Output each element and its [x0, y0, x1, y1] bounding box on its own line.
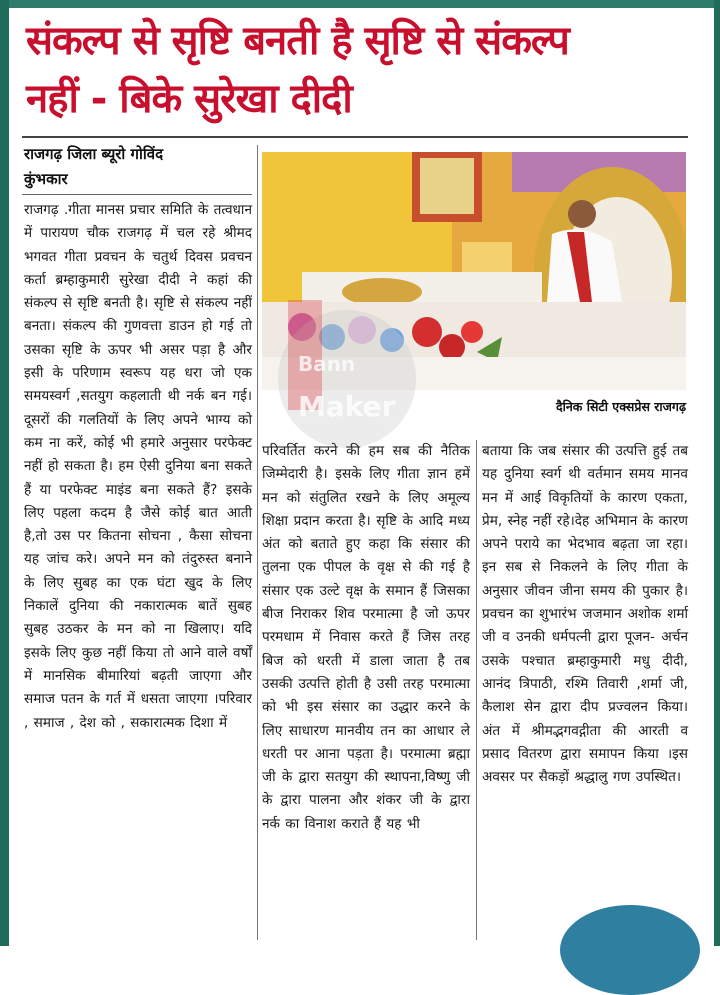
corner-decoration — [560, 905, 700, 995]
article-column-2: परिवर्तित करने की हम सब की नैतिक जिम्मेदारी है। इसके लिए गीता ज्ञान हमें मन को संतुलित रखने के लिए अमूल्य शिक्षा प्रदान करता है। सृष्टि के आदि मध्य अंत को बताते हुए कहा कि संसार की तुलना एक पीपल के वृक्ष से की गई है संसार एक उल्टे वृक्ष के समान हैं जिसका बीज निराकर शिव परमात्मा है जो ऊपर परमधाम में निवास करते हैं जिस तरह बिज को धरती में डाला जाता है तब उसकी उत्पत्ति होती है उसी तरह परमात्मा को भी इस संसार का उद्धार करने के लिए साधारण मानवीय तन का आधार ले धरती पर आना पड़ता है। परमात्मा ब्रह्मा जी के द्वारा सतयुग की स्थापना,विष्णु जी के द्वारा पालना और शंकर जी के द्वारा नर्क का विनाश कराते हैं यह भी — [262, 443, 470, 832]
watermark-text-1: Bann — [298, 352, 356, 376]
column-divider-1 — [257, 145, 258, 940]
article-column-1: राजगढ़ .गीता मानस प्रचार समिति के तत्वधान में पारायण चौक राजगढ़ में चल रहे श्रीमद भगवत गीता प्रवचन के चतुर्थ दिवस प्रवचन कर्ता ब्रम्हाकुमारी सुरेखा दीदी ने कहां की संकल्प से सृष्टि बनती है। सृष्टि से संकल्प नहीं बनता। संकल्प की गुणवत्ता डाउन हो गई तो उसका सृष्टि के ऊपर भी असर पड़ा है और इसी के परिणाम स्वरूप यह धरा जो एक समयस्वर्ग ,सतयुग कहलाती थी नर्क बन गई। दूसरों की गलतियों के लिए अपने भाग्य को कम ना करें, कोई भी हमारे अनुसार परफेक्ट नहीं हो सकता है। हम ऐसी दुनिया बना सकते हैं या परफेक्ट माइंड बना सकते हैं? इसके लिए पहला कदम है जैसे कोई बात आती है,तो उस पर कितना सोचना , कैसा सोचना यह जांच करे। अपने मन को तंदुरुस्त बनाने के लिए सुबह का एक घंटा खुद के लिए निकालें दुनिया की नकारात्मक बातें सुबह सुबह उठकर के मन को ना खिलाए। यदि इसके लिए कुछ नहीं किया तो आने वाले वर्षों में मानसिक बीमारियां बढ़ती जाएगा और समाज पतन के गर्त में धसता जाएगा ।परिवार , समाज , देश को , सकारात्मक दिशा में — [24, 202, 252, 731]
headline-line-1: संकल्प से सृष्टि बनती है सृष्टि से संकल्प — [26, 18, 569, 64]
left-border — [0, 0, 9, 946]
top-border — [0, 0, 720, 8]
right-border — [714, 0, 720, 946]
article-column-3: बताया कि जब संसार की उत्पत्ति हुई तब यह दुनिया स्वर्ग थी वर्तमान समय मानव मन में आई विकृतियों के कारण एकता, प्रेम, स्नेह नहीं रहे।देह अभिमान के कारण अपने पराये का भेदभाव बढ़ता जा रहा। इन सब से निकलने के लिए गीता के अनुसार जीवन जीना समय की पुकार है। प्रवचन का शुभारंभ जजमान अशोक शर्मा जी व उनकी धर्मपत्नी द्वारा पूजन- अर्चन उसके पश्चात ब्रम्हाकुमारी मधु दीदी, आनंद त्रिपाठी, रश्मि तिवारी ,शर्मा जी, कैलाश सेन द्वारा दीप प्रज्वलन किया। अंत में श्रीमद्भगवद्गीता की आरती व प्रसाद वितरण द्वारा समापन किया ।इस अवसर पर सैकड़ों श्रद्धालु गण उपस्थित। — [482, 443, 688, 786]
byline — [24, 142, 252, 192]
byline-line-1: राजगढ़ जिला ब्यूरो गोविंद — [24, 145, 164, 163]
byline-line-2: कुंभकार — [24, 170, 68, 188]
byline-divider — [22, 194, 252, 195]
headline-line-2: नहीं - बिके सुरेखा दीदी — [26, 76, 352, 122]
watermark-text-2: Maker — [298, 390, 396, 423]
headline-divider — [22, 136, 688, 138]
headline — [26, 12, 706, 128]
column-divider-2 — [476, 440, 477, 940]
photo-caption: दैनिक सिटी एक्सप्रेस राजगढ़ — [555, 399, 686, 414]
